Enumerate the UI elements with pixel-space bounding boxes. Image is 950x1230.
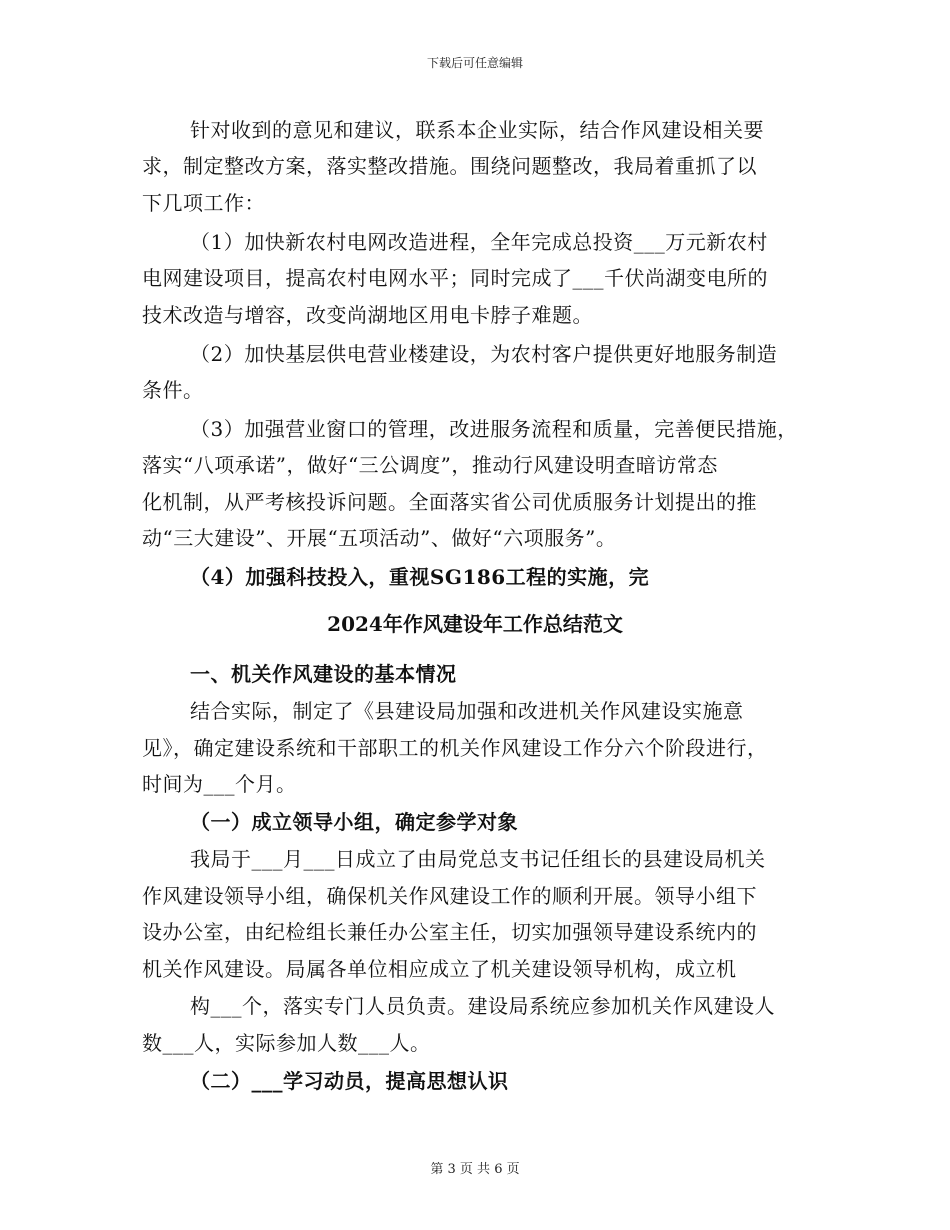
body-line: 动“三大建设”、开展“五项活动”、做好“六项服务”。 (142, 526, 617, 550)
subsection-heading: （二）___学习动员，提高思想认识 (190, 1069, 509, 1093)
body-line: 见》，确定建设系统和干部职工的机关作风建设工作分六个阶段进行， (142, 736, 768, 760)
body-line: 结合实际，制定了《县建设局加强和改进机关作风建设实施意 (190, 699, 744, 723)
body-line: 数___人，实际参加人数___人。 (142, 1031, 431, 1055)
page-header: 下载后可任意编辑 (426, 56, 523, 70)
body-line: 下几项工作： (142, 191, 265, 215)
body-line: 针对收到的意见和建议，联系本企业实际，结合作风建设相关要 (190, 118, 764, 142)
page-footer: 第 3 页 共 6 页 (430, 1162, 520, 1177)
document-title: 2024年作风建设年工作总结范文 (327, 612, 623, 636)
body-line: 构___个，落实专门人员负责。建设局系统应参加机关作风建设人 (190, 994, 775, 1018)
body-line: 机关作风建设。局属各单位相应成立了机关建设领导机构，成立机 (142, 957, 737, 981)
bold-line: （4）加强科技投入，重视SG186工程的实施，完 (190, 565, 650, 589)
body-line: （1）加快新农村电网改造进程，全年完成总投资___万元新农村 (190, 230, 768, 254)
subsection-heading: （一）成立领导小组，确定参学对象 (190, 810, 518, 834)
body-line: 落实“八项承诺”，做好“三公调度”，推动行风建设明查暗访常态 (142, 453, 718, 477)
body-line: 技术改造与增容，改变尚湖地区用电卡脖子难题。 (142, 303, 593, 327)
body-line: （2）加快基层供电营业楼建设，为农村客户提供更好地服务制造 (190, 342, 778, 366)
body-line: （3）加强营业窗口的管理，改进服务流程和质量，完善便民措施， (190, 417, 798, 441)
body-line: 我局于___月___日成立了由局党总支书记任组长的县建设局机关 (190, 847, 766, 871)
body-line: 求，制定整改方案，落实整改措施。围绕问题整改，我局着重抓了以 (142, 154, 757, 178)
body-line: 设办公室，由纪检组长兼任办公室主任，切实加强领导建设系统内的 (142, 920, 757, 944)
body-line: 条件。 (142, 378, 204, 402)
body-line: 化机制，从严考核投诉问题。全面落实省公司优质服务计划提出的推 (142, 490, 757, 514)
body-line: 电网建设项目，提高农村电网水平；同时完成了___千伏尚湖变电所的 (142, 266, 768, 290)
body-line: 时间为___个月。 (142, 772, 297, 796)
section-heading: 一、机关作风建设的基本情况 (190, 662, 457, 686)
body-line: 作风建设领导小组，确保机关作风建设工作的顺利开展。领导小组下 (142, 884, 757, 908)
